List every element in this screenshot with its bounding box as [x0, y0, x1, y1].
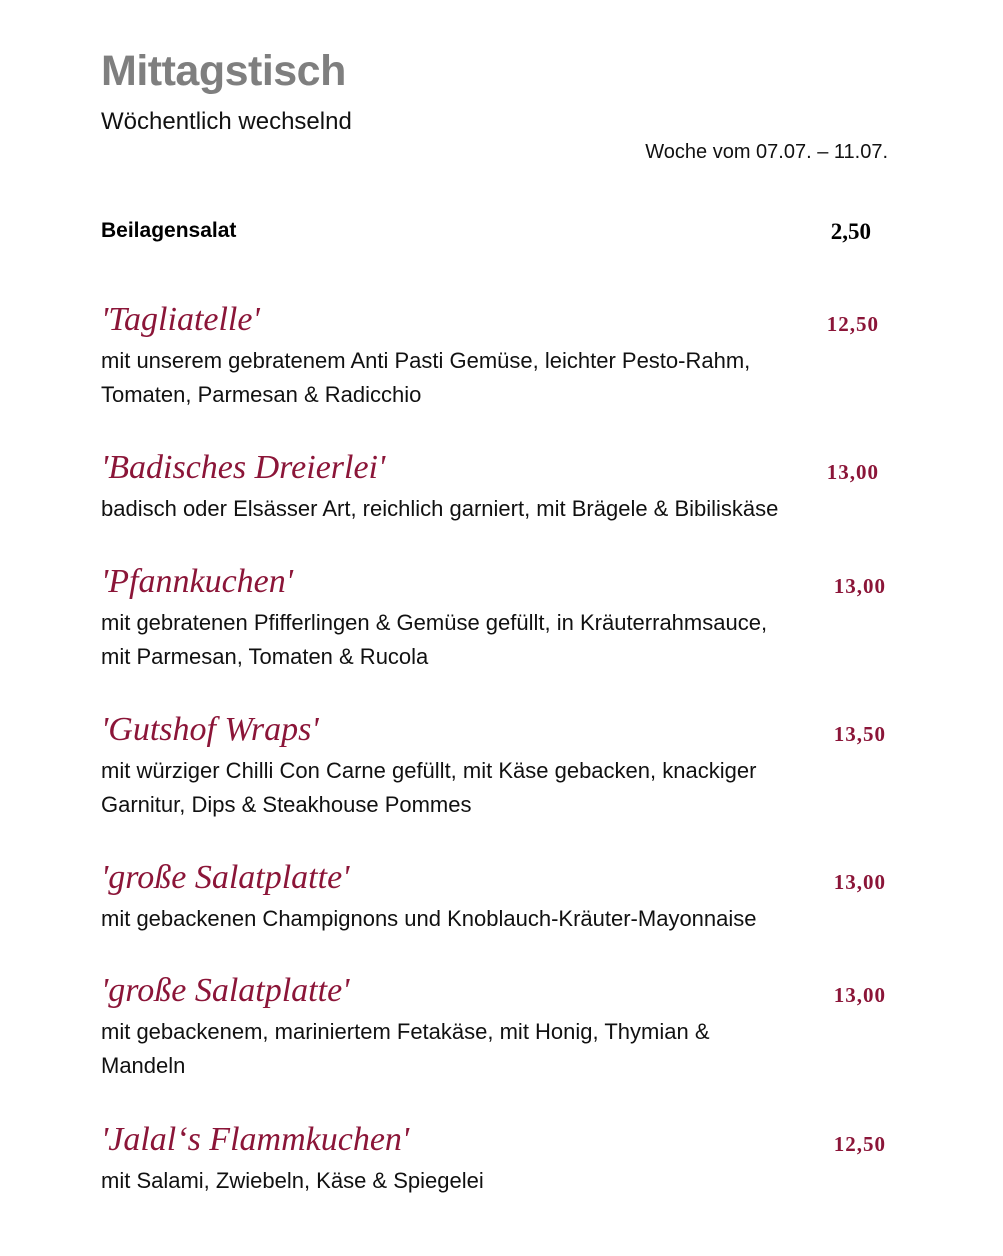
dish-name: 'Pfannkuchen'	[101, 563, 294, 600]
dish-name: 'Jalal‘s Flammkuchen'	[101, 1121, 410, 1158]
dish-description	[101, 344, 901, 412]
dish-description	[101, 606, 901, 674]
dish-description-line: mit gebackenen Champignons und Knoblauch-Kräuter-Mayonnaise	[101, 906, 757, 931]
side-salad-name: Beilagensalat	[101, 219, 237, 242]
dish-description-line: mit unserem gebratenem Anti Pasti Gemüse, leichter Pesto-Rahm,	[101, 348, 751, 373]
dish-description-line: mit Parmesan, Tomaten & Rucola	[101, 644, 429, 669]
dish-item	[101, 971, 901, 1083]
dish-price: 13,00	[833, 870, 886, 894]
dish-description	[101, 492, 901, 526]
dish-price: 12,50	[833, 1132, 886, 1156]
dish-description	[101, 1015, 901, 1083]
side-salad-price: 2,50	[830, 219, 871, 244]
dish-description-line: badisch oder Elsässer Art, reichlich garniert, mit Brägele & Bibiliskäse	[101, 496, 779, 521]
dish-price: 12,50	[826, 312, 879, 336]
dish-name: 'Badisches Dreierlei'	[101, 449, 386, 486]
dish-price: 13,00	[833, 983, 886, 1007]
dish-description-line: mit würziger Chilli Con Carne gefüllt, mit Käse gebacken, knackiger	[101, 758, 757, 783]
dish-description	[101, 1164, 901, 1198]
dish-name: 'große Salatplatte'	[101, 972, 350, 1009]
dish-description-line: mit Salami, Zwiebeln, Käse & Spiegelei	[101, 1168, 484, 1193]
dish-name: 'Tagliatelle'	[101, 301, 260, 338]
dish-description-line: mit gebackenem, mariniertem Fetakäse, mit Honig, Thymian &	[101, 1019, 710, 1044]
dish-description-line: Garnitur, Dips & Steakhouse Pommes	[101, 792, 472, 817]
page-subtitle: Wöchentlich wechselnd	[101, 108, 352, 135]
dish-description	[101, 754, 901, 822]
dish-price: 13,00	[833, 574, 886, 598]
dish-name: 'Gutshof Wraps'	[101, 711, 319, 748]
dish-description-line: mit gebratenen Pfifferlingen & Gemüse gefüllt, in Kräuterrahmsauce,	[101, 610, 768, 635]
dish-price: 13,00	[826, 460, 879, 484]
dish-item	[101, 448, 901, 526]
dish-item	[101, 562, 901, 674]
dish-item	[101, 858, 901, 936]
dish-description-line: Tomaten, Parmesan & Radicchio	[101, 382, 422, 407]
dish-item	[101, 300, 901, 412]
dish-item	[101, 710, 901, 822]
dish-description-line: Mandeln	[101, 1053, 186, 1078]
dish-description	[101, 902, 901, 936]
dish-price: 13,50	[833, 722, 886, 746]
dish-item	[101, 1120, 901, 1198]
dish-name: 'große Salatplatte'	[101, 859, 350, 896]
week-range: Woche vom 07.07. – 11.07.	[645, 141, 888, 163]
page-title: Mittagstisch	[101, 47, 346, 95]
